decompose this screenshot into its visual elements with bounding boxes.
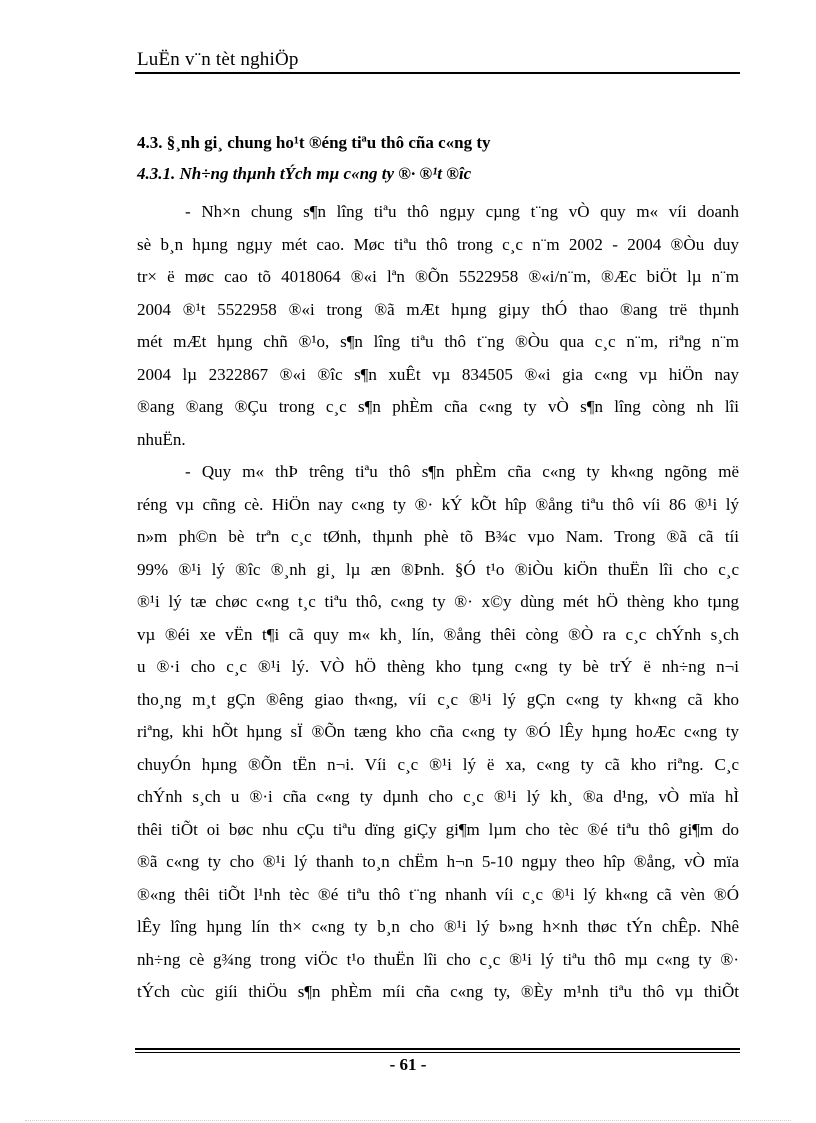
body-line: ®ang ®ang ®Çu trong c¸c s¶n phÈm cña c«ng ty vÒ s¶n lîng còng nh lîi (137, 397, 739, 416)
header-title: LuËn v¨n tèt nghiÖp (137, 49, 299, 70)
header-rule (135, 72, 740, 74)
body-line: thêi tiÕt oi bøc nhu cÇu tiªu dïng giÇy gi¶m lµm cho tèc ®é tiªu thô gi¶m do (137, 819, 739, 839)
body-line: - Nh×n chung s¶n lîng tiªu thô ngµy cµng t¨ng vÒ quy m« víi doanh (185, 202, 739, 221)
body-line: ®¹i lý tæ chøc c«ng t¸c tiªu thô, c«ng ty ®· x©y dùng mét hÖ thèng kho tµng (137, 592, 739, 611)
body-line: chÝnh s¸ch u ®·i cña c«ng ty dµnh cho c¸c ®¹i lý kh¸ ®a d¹ng, vÒ mïa hÌ (137, 787, 739, 806)
body-line: chuyÓn hµng ®Õn tËn n¬i. Víi c¸c ®¹i lý ë xa, c«ng ty cã kho riªng. C¸c (137, 754, 739, 774)
page-edge-dots (25, 1120, 791, 1121)
body-line: tÝch cùc giíi thiÖu s¶n phÈm míi cña c«ng ty, ®Èy m¹nh tiªu thô vµ thiÕt (137, 982, 739, 1001)
body-line: réng vµ cñng cè. HiÖn nay c«ng ty ®· kÝ kÕt hîp ®ång tiªu thô víi 86 ®¹i lý (137, 494, 739, 514)
body-line: ®«ng thêi tiÕt l¹nh tèc ®é tiªu thô t¨ng nhanh víi c¸c ®¹i lý kh«ng cã vèn ®Ó (137, 884, 739, 904)
page-number: - 61 - (389, 1055, 427, 1074)
body-line: 99% ®¹i lý ®îc ®¸nh gi¸ lµ æn ®Þnh. §Ó t¹o ®iÒu kiÖn thuËn lîi cho c¸c (137, 559, 739, 579)
body-line: mét mÆt hµng chñ ®¹o, s¶n lîng tiªu thô t¨ng ®Òu qua c¸c n¨m, riªng n¨m (137, 332, 739, 351)
body-line: tho¸ng m¸t gÇn ®êng giao th«ng, víi c¸c ®¹i lý gÇn c«ng ty kh«ng cã kho (137, 689, 739, 709)
body-line: nh÷ng cè g¾ng trong viÖc t¹o thuËn lîi cho c¸c ®¹i lý tiªu thô mµ c«ng ty ®· (137, 949, 739, 969)
body-line: u ®·i cho c¸c ®¹i lý. VÒ hÖ thèng kho tµng c«ng ty bè trÝ ë nh÷ng n¬i (137, 657, 739, 676)
body-line: nhuËn. (137, 429, 186, 449)
body-line: 2004 ®¹t 5522958 ®«i trong ®ã mÆt hµng giµy thÓ thao ®ang trë thµnh (137, 299, 739, 319)
body-line: tr× ë møc cao tõ 4018064 ®«i lªn ®Õn 5522958 ®«i/n¨m, ®Æc biÖt lµ n¨m (137, 267, 739, 286)
body-line: ®ã c«ng ty cho ®¹i lý thanh to¸n chËm h¬n 5-10 ngµy theo hîp ®ång, vÒ mïa (137, 852, 739, 871)
body-line: - Quy m« thÞ trêng tiªu thô s¶n phÈm cña c«ng ty kh«ng ngõng më (185, 462, 739, 481)
body-line: lÊy lîng hµng lín th× c«ng ty b¸n cho ®¹i lý b»ng h×nh thøc tÝn chÊp. Nhê (137, 917, 739, 936)
footer-rule (135, 1048, 740, 1050)
body-line: n»m ph©n bè trªn c¸c tØnh, thµnh phè tõ B¾c vµo Nam. Trong ®ã cã tíi (137, 527, 739, 546)
body-line: sè b¸n hµng ngµy mét cao. Møc tiªu thô trong c¸c n¨m 2002 - 2004 ®Òu duy (137, 234, 739, 254)
section-heading: 4.3. §¸nh gi¸ chung ho¹t ®éng tiªu thô cña c«ng ty (137, 133, 491, 152)
footer-rule-thin (135, 1052, 740, 1053)
body-line: vµ ®éi xe vËn t¶i cã quy m« kh¸ lín, ®ång thêi còng ®Ò ra c¸c chÝnh s¸ch (137, 624, 739, 644)
body-line: 2004 lµ 2322867 ®«i ®îc s¶n xuÊt vµ 834505 ®«i gia c«ng vµ hiÖn nay (137, 364, 739, 384)
body-text (137, 196, 739, 1009)
body-line: riªng, khi hÕt hµng sÏ ®Õn tæng kho cña c«ng ty ®Ó lÊy hµng hoÆc c«ng ty (137, 722, 739, 741)
subsection-heading: 4.3.1. Nh÷ng thµnh tÝch mµ c«ng ty ®· ®¹t ®îc (137, 164, 472, 183)
